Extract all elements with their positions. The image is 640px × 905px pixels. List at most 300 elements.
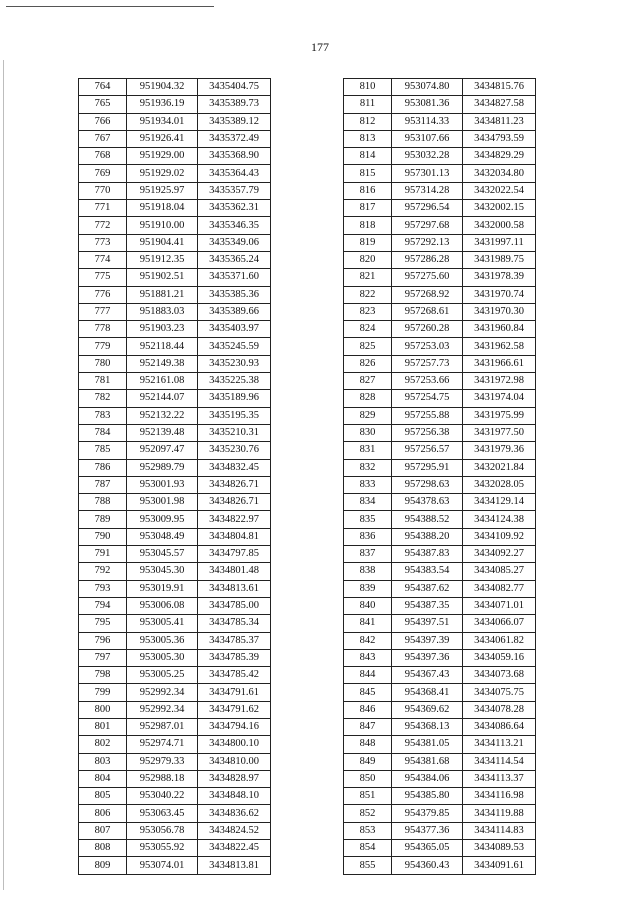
y-coordinate-cell: 3434119.88 xyxy=(463,805,536,822)
x-coordinate-cell: 957286.28 xyxy=(392,251,463,268)
x-coordinate-cell: 954387.62 xyxy=(392,580,463,597)
point-number-cell: 853 xyxy=(344,822,392,839)
y-coordinate-cell: 3434832.45 xyxy=(198,459,271,476)
point-number-cell: 793 xyxy=(79,580,127,597)
y-coordinate-cell: 3434109.92 xyxy=(463,528,536,545)
x-coordinate-cell: 953005.41 xyxy=(127,615,198,632)
point-number-cell: 836 xyxy=(344,528,392,545)
x-coordinate-cell: 954397.36 xyxy=(392,649,463,666)
table-row xyxy=(79,580,271,597)
y-coordinate-cell: 3434066.07 xyxy=(463,615,536,632)
y-coordinate-cell: 3434785.39 xyxy=(198,649,271,666)
table-row xyxy=(344,442,536,459)
table-row xyxy=(79,459,271,476)
point-number-cell: 826 xyxy=(344,355,392,372)
y-coordinate-cell: 3435357.79 xyxy=(198,182,271,199)
table-row xyxy=(79,511,271,528)
x-coordinate-cell: 951929.00 xyxy=(127,148,198,165)
point-number-cell: 773 xyxy=(79,234,127,251)
table-row xyxy=(79,597,271,614)
x-coordinate-cell: 957257.73 xyxy=(392,355,463,372)
x-coordinate-cell: 957298.63 xyxy=(392,476,463,493)
y-coordinate-cell: 3434114.83 xyxy=(463,822,536,839)
x-coordinate-cell: 951902.51 xyxy=(127,269,198,286)
x-coordinate-cell: 951883.03 xyxy=(127,303,198,320)
point-number-cell: 812 xyxy=(344,113,392,130)
table-row xyxy=(79,442,271,459)
y-coordinate-cell: 3434827.58 xyxy=(463,96,536,113)
y-coordinate-cell: 3434124.38 xyxy=(463,511,536,528)
point-number-cell: 796 xyxy=(79,632,127,649)
table-row xyxy=(79,857,271,874)
x-coordinate-cell: 953040.22 xyxy=(127,788,198,805)
table-row xyxy=(344,407,536,424)
table-row xyxy=(344,684,536,701)
y-coordinate-cell: 3434078.28 xyxy=(463,701,536,718)
y-coordinate-cell: 3431978.39 xyxy=(463,269,536,286)
x-coordinate-cell: 954387.35 xyxy=(392,597,463,614)
y-coordinate-cell: 3434114.54 xyxy=(463,753,536,770)
table-row xyxy=(79,407,271,424)
y-coordinate-cell: 3434811.23 xyxy=(463,113,536,130)
point-number-cell: 789 xyxy=(79,511,127,528)
x-coordinate-cell: 953009.95 xyxy=(127,511,198,528)
x-coordinate-cell: 957295.91 xyxy=(392,459,463,476)
x-coordinate-cell: 953019.91 xyxy=(127,580,198,597)
point-number-cell: 769 xyxy=(79,165,127,182)
x-coordinate-cell: 953048.49 xyxy=(127,528,198,545)
point-number-cell: 855 xyxy=(344,857,392,874)
y-coordinate-cell: 3435362.31 xyxy=(198,200,271,217)
x-coordinate-cell: 952989.79 xyxy=(127,459,198,476)
table-row xyxy=(79,840,271,857)
y-coordinate-cell: 3435349.06 xyxy=(198,234,271,251)
x-coordinate-cell: 953081.36 xyxy=(392,96,463,113)
point-number-cell: 821 xyxy=(344,269,392,286)
point-number-cell: 811 xyxy=(344,96,392,113)
x-coordinate-cell: 957292.13 xyxy=(392,234,463,251)
point-number-cell: 781 xyxy=(79,373,127,390)
point-number-cell: 841 xyxy=(344,615,392,632)
x-coordinate-cell: 954368.41 xyxy=(392,684,463,701)
y-coordinate-cell: 3434089.53 xyxy=(463,840,536,857)
point-number-cell: 806 xyxy=(79,805,127,822)
x-coordinate-cell: 952992.34 xyxy=(127,684,198,701)
y-coordinate-cell: 3431970.30 xyxy=(463,303,536,320)
y-coordinate-cell: 3431997.11 xyxy=(463,234,536,251)
table-row xyxy=(79,788,271,805)
x-coordinate-cell: 953063.45 xyxy=(127,805,198,822)
y-coordinate-cell: 3434813.81 xyxy=(198,857,271,874)
table-row xyxy=(79,563,271,580)
point-number-cell: 771 xyxy=(79,200,127,217)
x-coordinate-cell: 953045.57 xyxy=(127,546,198,563)
y-coordinate-cell: 3435210.31 xyxy=(198,424,271,441)
y-coordinate-cell: 3434826.71 xyxy=(198,476,271,493)
point-number-cell: 802 xyxy=(79,736,127,753)
point-number-cell: 767 xyxy=(79,130,127,147)
y-coordinate-cell: 3435371.60 xyxy=(198,269,271,286)
coordinates-table-left xyxy=(78,78,271,875)
y-coordinate-cell: 3434815.76 xyxy=(463,79,536,96)
table-row xyxy=(79,234,271,251)
y-coordinate-cell: 3431970.74 xyxy=(463,286,536,303)
point-number-cell: 852 xyxy=(344,805,392,822)
x-coordinate-cell: 954397.39 xyxy=(392,632,463,649)
table-row xyxy=(79,822,271,839)
table-row xyxy=(79,390,271,407)
point-number-cell: 780 xyxy=(79,355,127,372)
x-coordinate-cell: 954368.13 xyxy=(392,718,463,735)
y-coordinate-cell: 3431975.99 xyxy=(463,407,536,424)
table-row xyxy=(79,269,271,286)
x-coordinate-cell: 951903.23 xyxy=(127,321,198,338)
x-coordinate-cell: 957253.03 xyxy=(392,338,463,355)
table-row xyxy=(344,269,536,286)
x-coordinate-cell: 952987.01 xyxy=(127,718,198,735)
y-coordinate-cell: 3434073.68 xyxy=(463,667,536,684)
table-row xyxy=(79,200,271,217)
x-coordinate-cell: 953005.30 xyxy=(127,649,198,666)
y-coordinate-cell: 3434804.81 xyxy=(198,528,271,545)
point-number-cell: 785 xyxy=(79,442,127,459)
y-coordinate-cell: 3434797.85 xyxy=(198,546,271,563)
point-number-cell: 814 xyxy=(344,148,392,165)
table-row xyxy=(79,615,271,632)
x-coordinate-cell: 952988.18 xyxy=(127,770,198,787)
y-coordinate-cell: 3434116.98 xyxy=(463,788,536,805)
x-coordinate-cell: 953005.36 xyxy=(127,632,198,649)
table-row xyxy=(344,390,536,407)
point-number-cell: 843 xyxy=(344,649,392,666)
point-number-cell: 818 xyxy=(344,217,392,234)
y-coordinate-cell: 3435385.36 xyxy=(198,286,271,303)
x-coordinate-cell: 957256.38 xyxy=(392,424,463,441)
x-coordinate-cell: 952139.48 xyxy=(127,424,198,441)
table-row xyxy=(79,79,271,96)
point-number-cell: 838 xyxy=(344,563,392,580)
table-row xyxy=(344,217,536,234)
table-row xyxy=(344,632,536,649)
point-number-cell: 842 xyxy=(344,632,392,649)
table-row xyxy=(344,338,536,355)
x-coordinate-cell: 954365.05 xyxy=(392,840,463,857)
point-number-cell: 791 xyxy=(79,546,127,563)
point-number-cell: 764 xyxy=(79,79,127,96)
y-coordinate-cell: 3432028.05 xyxy=(463,476,536,493)
point-number-cell: 827 xyxy=(344,373,392,390)
point-number-cell: 817 xyxy=(344,200,392,217)
y-coordinate-cell: 3434059.16 xyxy=(463,649,536,666)
y-coordinate-cell: 3435346.35 xyxy=(198,217,271,234)
table-row xyxy=(79,338,271,355)
y-coordinate-cell: 3431989.75 xyxy=(463,251,536,268)
table-row xyxy=(79,632,271,649)
table-row xyxy=(79,96,271,113)
table-row xyxy=(344,165,536,182)
point-number-cell: 805 xyxy=(79,788,127,805)
point-number-cell: 783 xyxy=(79,407,127,424)
point-number-cell: 787 xyxy=(79,476,127,493)
table-row xyxy=(344,148,536,165)
x-coordinate-cell: 957260.28 xyxy=(392,321,463,338)
table-row xyxy=(79,165,271,182)
table-row xyxy=(79,649,271,666)
y-coordinate-cell: 3434810.00 xyxy=(198,753,271,770)
table-row xyxy=(344,667,536,684)
table-row xyxy=(79,148,271,165)
y-coordinate-cell: 3434794.16 xyxy=(198,718,271,735)
y-coordinate-cell: 3435403.97 xyxy=(198,321,271,338)
point-number-cell: 834 xyxy=(344,494,392,511)
y-coordinate-cell: 3434813.61 xyxy=(198,580,271,597)
y-coordinate-cell: 3435365.24 xyxy=(198,251,271,268)
x-coordinate-cell: 951926.41 xyxy=(127,130,198,147)
header-rule xyxy=(6,6,214,7)
point-number-cell: 810 xyxy=(344,79,392,96)
y-coordinate-cell: 3434829.29 xyxy=(463,148,536,165)
point-number-cell: 847 xyxy=(344,718,392,735)
y-coordinate-cell: 3434061.82 xyxy=(463,632,536,649)
y-coordinate-cell: 3434086.64 xyxy=(463,718,536,735)
table-row xyxy=(79,805,271,822)
table-row xyxy=(344,476,536,493)
y-coordinate-cell: 3431972.98 xyxy=(463,373,536,390)
table-row xyxy=(344,424,536,441)
point-number-cell: 850 xyxy=(344,770,392,787)
table-row xyxy=(79,182,271,199)
point-number-cell: 819 xyxy=(344,234,392,251)
x-coordinate-cell: 953107.66 xyxy=(392,130,463,147)
point-number-cell: 846 xyxy=(344,701,392,718)
y-coordinate-cell: 3435245.59 xyxy=(198,338,271,355)
point-number-cell: 831 xyxy=(344,442,392,459)
x-coordinate-cell: 952097.47 xyxy=(127,442,198,459)
x-coordinate-cell: 951918.04 xyxy=(127,200,198,217)
y-coordinate-cell: 3435195.35 xyxy=(198,407,271,424)
table-row xyxy=(344,840,536,857)
table-row xyxy=(79,303,271,320)
y-coordinate-cell: 3434826.71 xyxy=(198,494,271,511)
table-row xyxy=(79,528,271,545)
table-row xyxy=(344,130,536,147)
y-coordinate-cell: 3434793.59 xyxy=(463,130,536,147)
point-number-cell: 788 xyxy=(79,494,127,511)
y-coordinate-cell: 3435189.96 xyxy=(198,390,271,407)
x-coordinate-cell: 954387.83 xyxy=(392,546,463,563)
table-row xyxy=(344,234,536,251)
x-coordinate-cell: 952118.44 xyxy=(127,338,198,355)
y-coordinate-cell: 3434822.97 xyxy=(198,511,271,528)
table-row xyxy=(79,546,271,563)
y-coordinate-cell: 3431974.04 xyxy=(463,390,536,407)
point-number-cell: 777 xyxy=(79,303,127,320)
point-number-cell: 775 xyxy=(79,269,127,286)
table-row xyxy=(344,701,536,718)
table-row xyxy=(344,788,536,805)
point-number-cell: 807 xyxy=(79,822,127,839)
table-row xyxy=(79,113,271,130)
point-number-cell: 790 xyxy=(79,528,127,545)
table-row xyxy=(79,684,271,701)
x-coordinate-cell: 954381.68 xyxy=(392,753,463,770)
y-coordinate-cell: 3434075.75 xyxy=(463,684,536,701)
table-row xyxy=(344,580,536,597)
x-coordinate-cell: 952979.33 xyxy=(127,753,198,770)
point-number-cell: 830 xyxy=(344,424,392,441)
table-row xyxy=(344,113,536,130)
table-row xyxy=(344,649,536,666)
point-number-cell: 803 xyxy=(79,753,127,770)
x-coordinate-cell: 951925.97 xyxy=(127,182,198,199)
x-coordinate-cell: 953006.08 xyxy=(127,597,198,614)
x-coordinate-cell: 957314.28 xyxy=(392,182,463,199)
y-coordinate-cell: 3431966.61 xyxy=(463,355,536,372)
page-number: 177 xyxy=(311,40,329,54)
y-coordinate-cell: 3434113.37 xyxy=(463,770,536,787)
table-row xyxy=(344,597,536,614)
table-row xyxy=(79,424,271,441)
x-coordinate-cell: 953005.25 xyxy=(127,667,198,684)
table-row xyxy=(79,130,271,147)
x-coordinate-cell: 957296.54 xyxy=(392,200,463,217)
x-coordinate-cell: 953032.28 xyxy=(392,148,463,165)
x-coordinate-cell: 954381.05 xyxy=(392,736,463,753)
x-coordinate-cell: 957253.66 xyxy=(392,373,463,390)
table-row xyxy=(344,200,536,217)
table-row xyxy=(344,546,536,563)
y-coordinate-cell: 3434113.21 xyxy=(463,736,536,753)
x-coordinate-cell: 951881.21 xyxy=(127,286,198,303)
point-number-cell: 809 xyxy=(79,857,127,874)
table-row xyxy=(344,615,536,632)
x-coordinate-cell: 953045.30 xyxy=(127,563,198,580)
table-row xyxy=(344,805,536,822)
x-coordinate-cell: 952974.71 xyxy=(127,736,198,753)
table-row xyxy=(79,718,271,735)
x-coordinate-cell: 952161.08 xyxy=(127,373,198,390)
table-row xyxy=(344,355,536,372)
x-coordinate-cell: 954384.06 xyxy=(392,770,463,787)
table-row xyxy=(79,476,271,493)
point-number-cell: 828 xyxy=(344,390,392,407)
y-coordinate-cell: 3434836.62 xyxy=(198,805,271,822)
y-coordinate-cell: 3435364.43 xyxy=(198,165,271,182)
point-number-cell: 766 xyxy=(79,113,127,130)
y-coordinate-cell: 3435230.76 xyxy=(198,442,271,459)
y-coordinate-cell: 3432000.58 xyxy=(463,217,536,234)
y-coordinate-cell: 3434800.10 xyxy=(198,736,271,753)
point-number-cell: 786 xyxy=(79,459,127,476)
y-coordinate-cell: 3435225.38 xyxy=(198,373,271,390)
point-number-cell: 772 xyxy=(79,217,127,234)
point-number-cell: 770 xyxy=(79,182,127,199)
y-coordinate-cell: 3432034.80 xyxy=(463,165,536,182)
point-number-cell: 800 xyxy=(79,701,127,718)
x-coordinate-cell: 951912.35 xyxy=(127,251,198,268)
y-coordinate-cell: 3434085.27 xyxy=(463,563,536,580)
y-coordinate-cell: 3434092.27 xyxy=(463,546,536,563)
point-number-cell: 851 xyxy=(344,788,392,805)
point-number-cell: 813 xyxy=(344,130,392,147)
x-coordinate-cell: 957256.57 xyxy=(392,442,463,459)
x-coordinate-cell: 954385.80 xyxy=(392,788,463,805)
x-coordinate-cell: 954383.54 xyxy=(392,563,463,580)
y-coordinate-cell: 3431979.36 xyxy=(463,442,536,459)
y-coordinate-cell: 3434785.37 xyxy=(198,632,271,649)
x-coordinate-cell: 951934.01 xyxy=(127,113,198,130)
table-row xyxy=(344,494,536,511)
x-coordinate-cell: 957268.61 xyxy=(392,303,463,320)
y-coordinate-cell: 3434848.10 xyxy=(198,788,271,805)
point-number-cell: 815 xyxy=(344,165,392,182)
table-row xyxy=(79,373,271,390)
x-coordinate-cell: 954378.63 xyxy=(392,494,463,511)
point-number-cell: 776 xyxy=(79,286,127,303)
table-row xyxy=(344,459,536,476)
point-number-cell: 795 xyxy=(79,615,127,632)
x-coordinate-cell: 952992.34 xyxy=(127,701,198,718)
scan-edge-line xyxy=(3,60,4,890)
x-coordinate-cell: 954397.51 xyxy=(392,615,463,632)
point-number-cell: 844 xyxy=(344,667,392,684)
table-row xyxy=(79,286,271,303)
point-number-cell: 801 xyxy=(79,718,127,735)
point-number-cell: 792 xyxy=(79,563,127,580)
point-number-cell: 840 xyxy=(344,597,392,614)
y-coordinate-cell: 3431962.58 xyxy=(463,338,536,355)
x-coordinate-cell: 954367.43 xyxy=(392,667,463,684)
point-number-cell: 845 xyxy=(344,684,392,701)
table-row xyxy=(344,511,536,528)
point-number-cell: 833 xyxy=(344,476,392,493)
table-row xyxy=(344,770,536,787)
y-coordinate-cell: 3434824.52 xyxy=(198,822,271,839)
point-number-cell: 784 xyxy=(79,424,127,441)
point-number-cell: 816 xyxy=(344,182,392,199)
x-coordinate-cell: 953056.78 xyxy=(127,822,198,839)
point-number-cell: 835 xyxy=(344,511,392,528)
point-number-cell: 782 xyxy=(79,390,127,407)
x-coordinate-cell: 954377.36 xyxy=(392,822,463,839)
x-coordinate-cell: 953074.80 xyxy=(392,79,463,96)
x-coordinate-cell: 951904.41 xyxy=(127,234,198,251)
x-coordinate-cell: 957297.68 xyxy=(392,217,463,234)
table-row xyxy=(79,355,271,372)
y-coordinate-cell: 3434801.48 xyxy=(198,563,271,580)
x-coordinate-cell: 953001.93 xyxy=(127,476,198,493)
x-coordinate-cell: 952144.07 xyxy=(127,390,198,407)
table-row xyxy=(344,528,536,545)
table-row xyxy=(344,79,536,96)
y-coordinate-cell: 3435372.49 xyxy=(198,130,271,147)
x-coordinate-cell: 954379.85 xyxy=(392,805,463,822)
x-coordinate-cell: 951936.19 xyxy=(127,96,198,113)
y-coordinate-cell: 3434791.61 xyxy=(198,684,271,701)
table-row xyxy=(79,701,271,718)
table-row xyxy=(344,286,536,303)
y-coordinate-cell: 3434785.00 xyxy=(198,597,271,614)
point-number-cell: 832 xyxy=(344,459,392,476)
table-row xyxy=(344,736,536,753)
y-coordinate-cell: 3432021.84 xyxy=(463,459,536,476)
point-number-cell: 822 xyxy=(344,286,392,303)
y-coordinate-cell: 3434785.34 xyxy=(198,615,271,632)
y-coordinate-cell: 3434822.45 xyxy=(198,840,271,857)
point-number-cell: 820 xyxy=(344,251,392,268)
table-row xyxy=(79,494,271,511)
table-row xyxy=(79,753,271,770)
